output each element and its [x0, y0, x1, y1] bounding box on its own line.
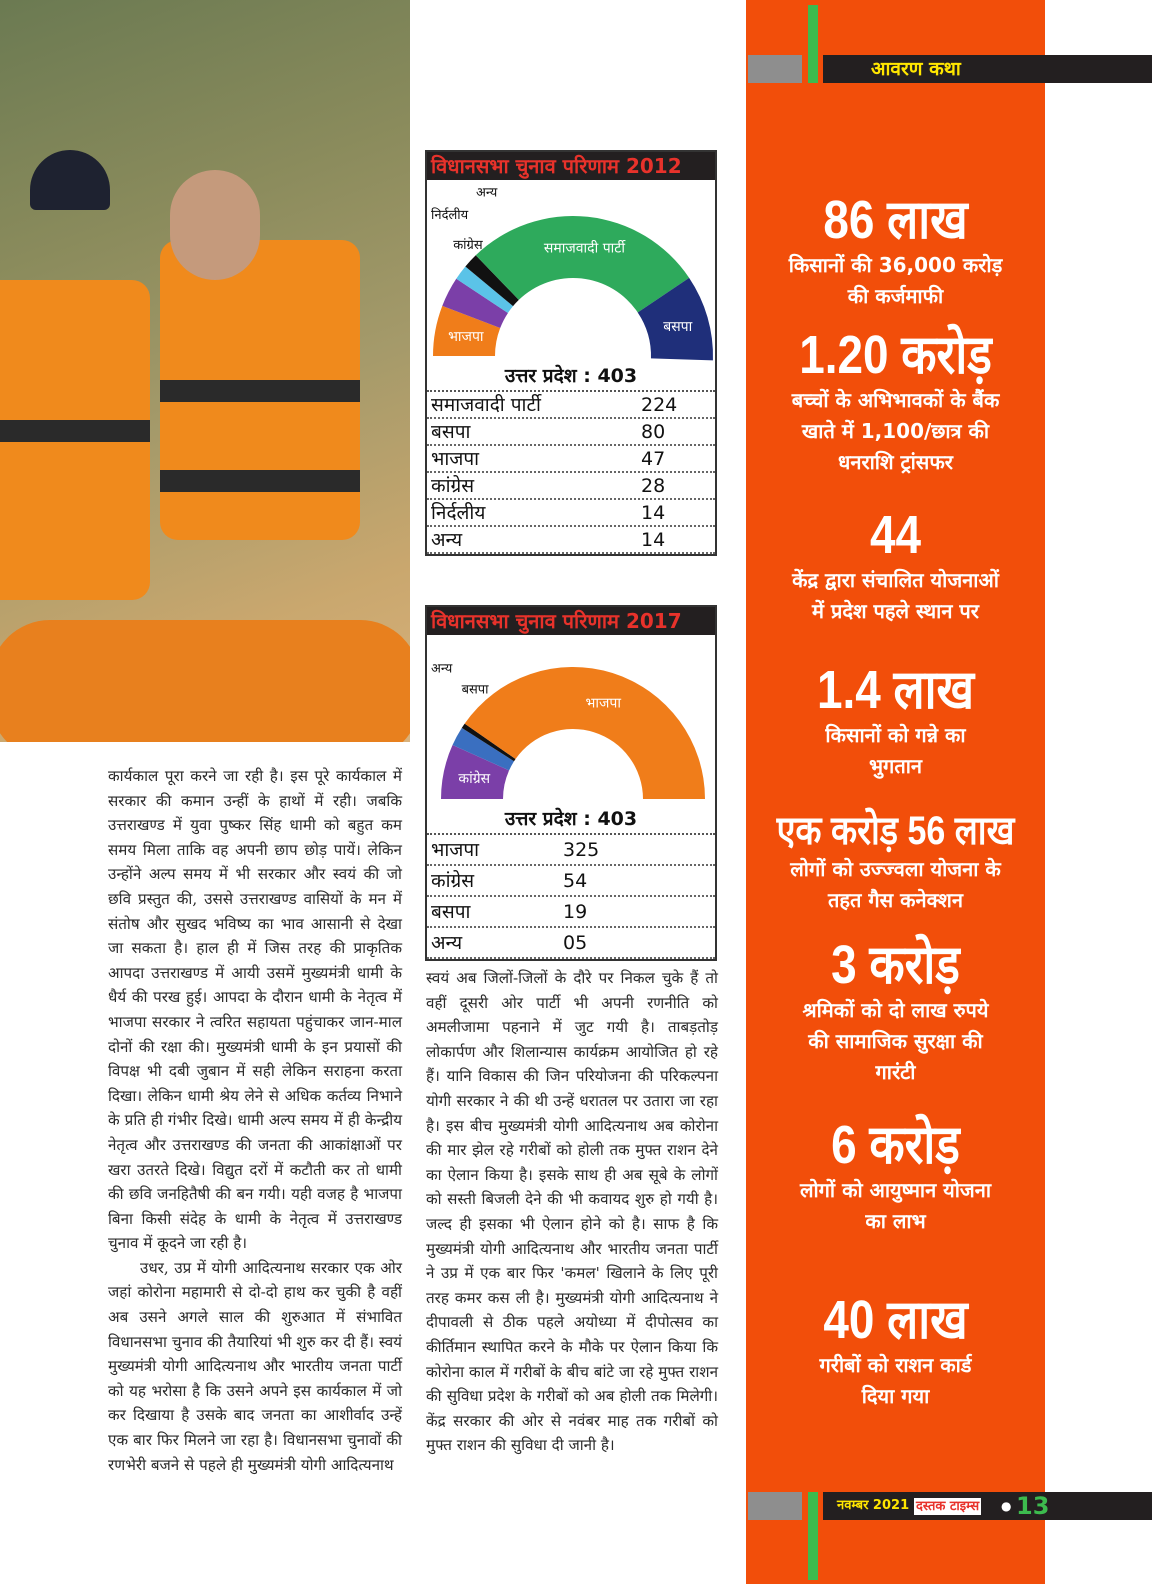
- face: [170, 170, 260, 280]
- stat-description: खाते में 1,100/छात्र की: [801, 419, 990, 443]
- page-number: 13: [1016, 1492, 1050, 1520]
- seat-count: 47: [641, 448, 666, 470]
- decor-green-bar: [808, 1492, 818, 1580]
- decor-green-bar: [808, 5, 818, 83]
- table-row: [427, 928, 715, 959]
- section-label: आवरण कथा: [871, 58, 961, 80]
- election-chart-2017: [425, 605, 717, 961]
- officer-cap: [30, 150, 110, 210]
- seat-count: 54: [563, 870, 588, 892]
- seat-count: 14: [641, 529, 666, 551]
- stat-value: 3 करोड़: [831, 935, 960, 995]
- stat-description: श्रमिकों को दो लाख रुपये: [802, 998, 989, 1022]
- table-row: [427, 392, 715, 419]
- stat-item: [746, 935, 1045, 1088]
- jacket-strap: [0, 420, 150, 442]
- table-row: [427, 419, 715, 446]
- table-row: [427, 835, 715, 866]
- stat-item: [746, 325, 1045, 478]
- seat-count: 14: [641, 502, 666, 524]
- table-row: [427, 473, 715, 500]
- table-row: [427, 446, 715, 473]
- slice-label: समाजवादी पार्टी: [543, 240, 625, 257]
- seat-count: 05: [563, 932, 588, 954]
- stat-item: [746, 660, 1045, 782]
- stat-item: [746, 505, 1045, 627]
- party-name: समाजवादी पार्टी: [431, 394, 541, 416]
- stat-value: 40 लाख: [823, 1290, 968, 1350]
- issue-date: नवम्बर 2021: [837, 1498, 910, 1513]
- stat-description: लोगों को आयुष्मान योजना: [799, 1178, 992, 1202]
- jacket-strap: [160, 470, 360, 492]
- stat-item: [746, 1115, 1045, 1237]
- party-name: भाजपा: [431, 448, 480, 470]
- decor-grey-block: [748, 55, 802, 83]
- jacket-strap: [160, 380, 360, 402]
- table-row: [427, 866, 715, 897]
- section-header-bar: [823, 55, 1152, 83]
- stat-description: धनराशि ट्रांसफर: [838, 450, 953, 474]
- slice-callout: अन्य: [431, 661, 453, 677]
- stat-value: 6 करोड़: [831, 1115, 960, 1175]
- footer-bar: [823, 1492, 1152, 1520]
- stat-item: [746, 190, 1045, 312]
- stat-value: 44: [869, 505, 922, 565]
- party-name: कांग्रेस: [431, 475, 475, 497]
- stat-description: लोगों को उज्ज्वला योजना के: [790, 857, 1001, 881]
- stat-value: 1.20 करोड़: [799, 325, 992, 385]
- slice-callout: निर्दलीय: [431, 207, 469, 223]
- stat-description: केंद्र द्वारा संचालित योजनाओं: [792, 568, 999, 592]
- party-name: अन्य: [431, 932, 463, 954]
- slice-label: बसपा: [663, 318, 693, 335]
- stat-value: 1.4 लाख: [816, 660, 975, 720]
- cover-photo: [0, 0, 410, 742]
- seat-count: 325: [563, 839, 600, 861]
- party-name: अन्य: [431, 529, 463, 551]
- table-row: [427, 500, 715, 527]
- seat-count: 224: [641, 394, 678, 416]
- stat-description: दिया गया: [861, 1384, 930, 1408]
- seat-count: 28: [641, 475, 666, 497]
- results-table-2012: [427, 392, 715, 554]
- article-column-1: [108, 764, 402, 1477]
- stat-value: एक करोड़ 56 लाख: [776, 809, 1015, 853]
- half-donut-2017: [427, 635, 715, 805]
- stat-description: तहत गैस कनेक्शन: [828, 888, 963, 912]
- slice-label: भाजपा: [585, 695, 621, 712]
- stat-description: का लाभ: [865, 1209, 926, 1233]
- party-name: निर्दलीय: [431, 502, 486, 524]
- slice-callout: अन्य: [476, 185, 498, 201]
- half-donut-2012: [427, 180, 715, 362]
- stat-value: 86 लाख: [823, 190, 968, 250]
- rubber-boat: [0, 620, 410, 742]
- article-column-2: [426, 966, 718, 1458]
- bullet-separator: ●: [1001, 1499, 1012, 1513]
- slice-label: कांग्रेस: [458, 770, 491, 787]
- party-name: बसपा: [431, 901, 471, 923]
- stat-item: [746, 808, 1045, 916]
- results-table-2017: [427, 835, 715, 959]
- slice-callout: बसपा: [461, 682, 489, 698]
- chart-title: विधानसभा चुनाव परिणाम 2012: [427, 152, 715, 180]
- stat-description: किसानों को गन्ने का: [825, 723, 966, 747]
- stat-description: की कर्जमाफी: [847, 284, 944, 308]
- seat-count: 80: [641, 421, 666, 443]
- stat-description: में प्रदेश पहले स्थान पर: [812, 599, 979, 623]
- stat-description: किसानों की 36,000 करोड़: [788, 253, 1003, 277]
- table-row: [427, 527, 715, 554]
- paragraph: उधर, उप्र में योगी आदित्यनाथ सरकार एक ओर जहां कोरोना महामारी से दो-दो हाथ कर चुकी है वहीं अब उसने अगले साल की शुरुआत में संभावित विधानसभा चुनाव की तैयारियां भी शुरु कर दी हैं। स्वयं मुख्यमंत्री योगी आदित्यनाथ और भारतीय जनता पार्टी को यह भरोसा है कि उसने अपने इस कार्यकाल में जो कर दिखाया है उसके बाद जनता का आशीर्वाद उन्हें एक बार फिर मिलने जा रहा है। विधानसभा चुनावों की रणभेरी बजने से पहले ही मुख्यमंत्री योगी आदित्यनाथ: [108, 1258, 402, 1474]
- seat-count: 19: [563, 901, 588, 923]
- stat-description: बच्चों के अभिभावकों के बैंक: [791, 388, 1000, 412]
- slice-callout: कांग्रेस: [453, 238, 483, 254]
- chart-heading: उत्तर प्रदेश : 403: [427, 805, 715, 835]
- chart-heading: उत्तर प्रदेश : 403: [427, 362, 715, 392]
- table-row: [427, 897, 715, 928]
- paragraph: कार्यकाल पूरा करने जा रही है। इस पूरे कार्यकाल में सरकार की कमान उन्हीं के हाथों में रही। जबकि उत्तराखण्ड में युवा पुष्कर सिंह धामी को बहुत कम समय मिला ताकि वह अपनी छाप छोड़ पायें। लेकिन उन्होंने अल्प समय में भी सरकार और स्वयं की जो छवि प्रस्तुत की, उससे उत्तराखण्ड वासियों के मन में संतोष और सुखद भविष्य का भाव आसानी से देखा जा सकता है। हाल ही में जिस तरह की प्राकृतिक आपदा उत्तराखण्ड में आयी उसमें मुख्यमंत्री धामी के धैर्य की परख हुई। आपदा के दौरान धामी के नेतृत्व में भाजपा सरकार ने त्वरित सहायता पहुंचाकर जान-माल दोनों की रक्षा की। मुख्यमंत्री धामी के इन प्रयासों की विपक्ष भी दबी जुबान में सही लेकिन सराहना करता दिखा। लेकिन धामी श्रेय लेने से अधिक कर्तव्य निभाने के प्रति ही गंभीर दिखे। धामी अल्प समय में ही केन्द्रीय नेतृत्व और उत्तराखण्ड की जनता की आकांक्षाओं पर खरा उतरते दिखे। विद्युत दरों में कटौती कर तो धामी की छवि जनहितैषी की बन गयी। यही वजह है भाजपा बिना किसी संदेह के धामी के नेतृत्व में उत्तराखण्ड चुनाव में कूदने जा रही है।: [108, 767, 402, 1253]
- magazine-logo: दस्तक टाइम्स: [916, 1499, 980, 1514]
- chart-title: विधानसभा चुनाव परिणाम 2017: [427, 607, 715, 635]
- election-chart-2012: [425, 150, 717, 556]
- paragraph: स्वयं अब जिलों-जिलों के दौरे पर निकल चुके हैं तो वहीं दूसरी ओर पार्टी भी अपनी रणनीति को अमलीजामा पहनाने में जुट गयी है। ताबड़तोड़ लोकार्पण और शिलान्यास कार्यक्रम आयोजित हो रहे हैं। यानि विकास की जिन परियोजना की परिकल्पना योगी सरकार ने की थी उन्हें धरातल पर उतारा जा रहा है। इस बीच मुख्यमंत्री योगी आदित्यनाथ अब कोरोना की मार झेल रहे गरीबों को होली तक मुफ्त राशन देने का ऐलान किया है। इसके साथ ही अब सूबे के लोगों को सस्ती बिजली देने की भी कवायद शुरु हो गयी है। जल्द ही इसका भी ऐलान होने को है। साफ है कि मुख्यमंत्री योगी आदित्यनाथ और भारतीय जनता पार्टी ने उप्र में एक बार फिर 'कमल' खिलाने के लिए पूरी तरह कमर कस ली है। मुख्यमंत्री योगी आदित्यनाथ ने दीपावली से ठीक पहले अयोध्या में दीपोत्सव का कीर्तिमान स्थापित करने के मौके पर ऐलान किया कि कोरोना काल में गरीबों के बीच बांटे जा रहे मुफ्त राशन की सुविधा प्रदेश के गरीबों को अब होली तक मिलेगी। केंद्र सरकार की ओर से नवंबर माह तक गरीबों को मुफ्त राशन की सुविधा दी जानी है।: [426, 969, 718, 1455]
- party-name: बसपा: [431, 421, 471, 443]
- stat-item: [746, 1290, 1045, 1412]
- stat-description: भुगतान: [869, 754, 922, 778]
- stat-description: गरीबों को राशन कार्ड: [819, 1353, 972, 1377]
- slice-label: भाजपा: [448, 329, 484, 346]
- decor-grey-block: [748, 1492, 802, 1520]
- stat-description: की सामाजिक सुरक्षा की: [808, 1029, 983, 1053]
- party-name: भाजपा: [431, 839, 480, 861]
- party-name: कांग्रेस: [431, 870, 475, 892]
- stat-description: गारंटी: [875, 1060, 916, 1084]
